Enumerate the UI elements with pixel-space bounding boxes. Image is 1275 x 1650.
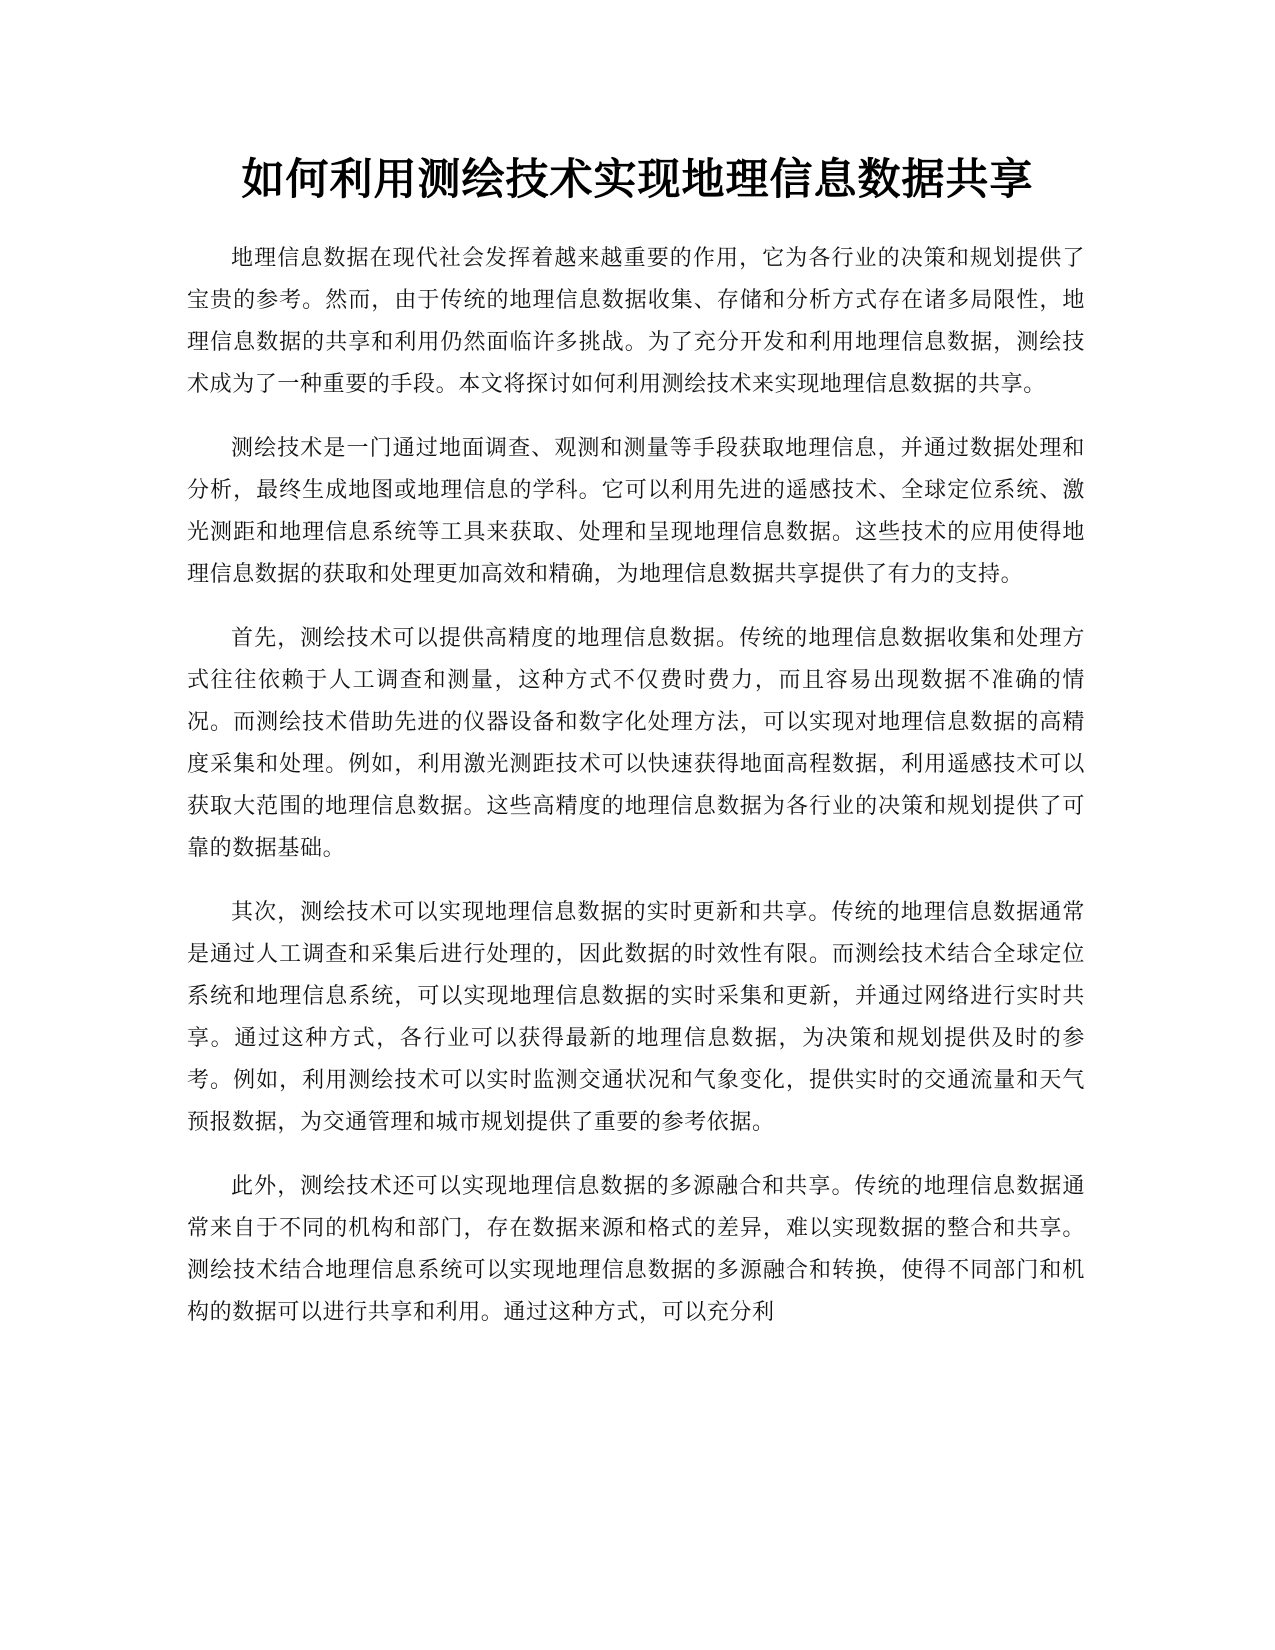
paragraph-4: 其次，测绘技术可以实现地理信息数据的实时更新和共享。传统的地理信息数据通常是通过人工调查和采集后进行处理的，因此数据的时效性有限。而测绘技术结合全球定位系统和地理信息系统，可以实现地理信息数据的实时采集和更新，并通过网络进行实时共享。通过这种方式，各行业可以获得最新的地理信息数据，为决策和规划提供及时的参考。例如，利用测绘技术可以实时监测交通状况和气象变化，提供实时的交通流量和天气预报数据，为交通管理和城市规划提供了重要的参考依据。 xyxy=(187,900,1085,1135)
paragraph-2: 测绘技术是一门通过地面调查、观测和测量等手段获取地理信息，并通过数据处理和分析，最终生成地图或地理信息的学科。它可以利用先进的遥感技术、全球定位系统、激光测距和地理信息系统等工具来获取、处理和呈现地理信息数据。这些技术的应用使得地理信息数据的获取和处理更加高效和精确，为地理信息数据共享提供了有力的支持。 xyxy=(187,436,1085,587)
paragraph-5: 此外，测绘技术还可以实现地理信息数据的多源融合和共享。传统的地理信息数据通常来自于不同的机构和部门，存在数据来源和格式的差异，难以实现数据的整合和共享。测绘技术结合地理信息系统可以实现地理信息数据的多源融合和转换，使得不同部门和机构的数据可以进行共享和利用。通过这种方式，可以充分利 xyxy=(187,1174,1085,1325)
document-body xyxy=(187,238,1085,1356)
document-title: 如何利用测绘技术实现地理信息数据共享 xyxy=(241,155,1034,205)
paragraph-1: 地理信息数据在现代社会发挥着越来越重要的作用，它为各行业的决策和规划提供了宝贵的参考。然而，由于传统的地理信息数据收集、存储和分析方式存在诸多局限性，地理信息数据的共享和利用仍然面临许多挑战。为了充分开发和利用地理信息数据，测绘技术成为了一种重要的手段。本文将探讨如何利用测绘技术来实现地理信息数据的共享。 xyxy=(187,246,1085,397)
paragraph-3: 首先，测绘技术可以提供高精度的地理信息数据。传统的地理信息数据收集和处理方式往往依赖于人工调查和测量，这种方式不仅费时费力，而且容易出现数据不准确的情况。而测绘技术借助先进的仪器设备和数字化处理方法，可以实现对地理信息数据的高精度采集和处理。例如，利用激光测距技术可以快速获得地面高程数据，利用遥感技术可以获取大范围的地理信息数据。这些高精度的地理信息数据为各行业的决策和规划提供了可靠的数据基础。 xyxy=(187,626,1085,861)
